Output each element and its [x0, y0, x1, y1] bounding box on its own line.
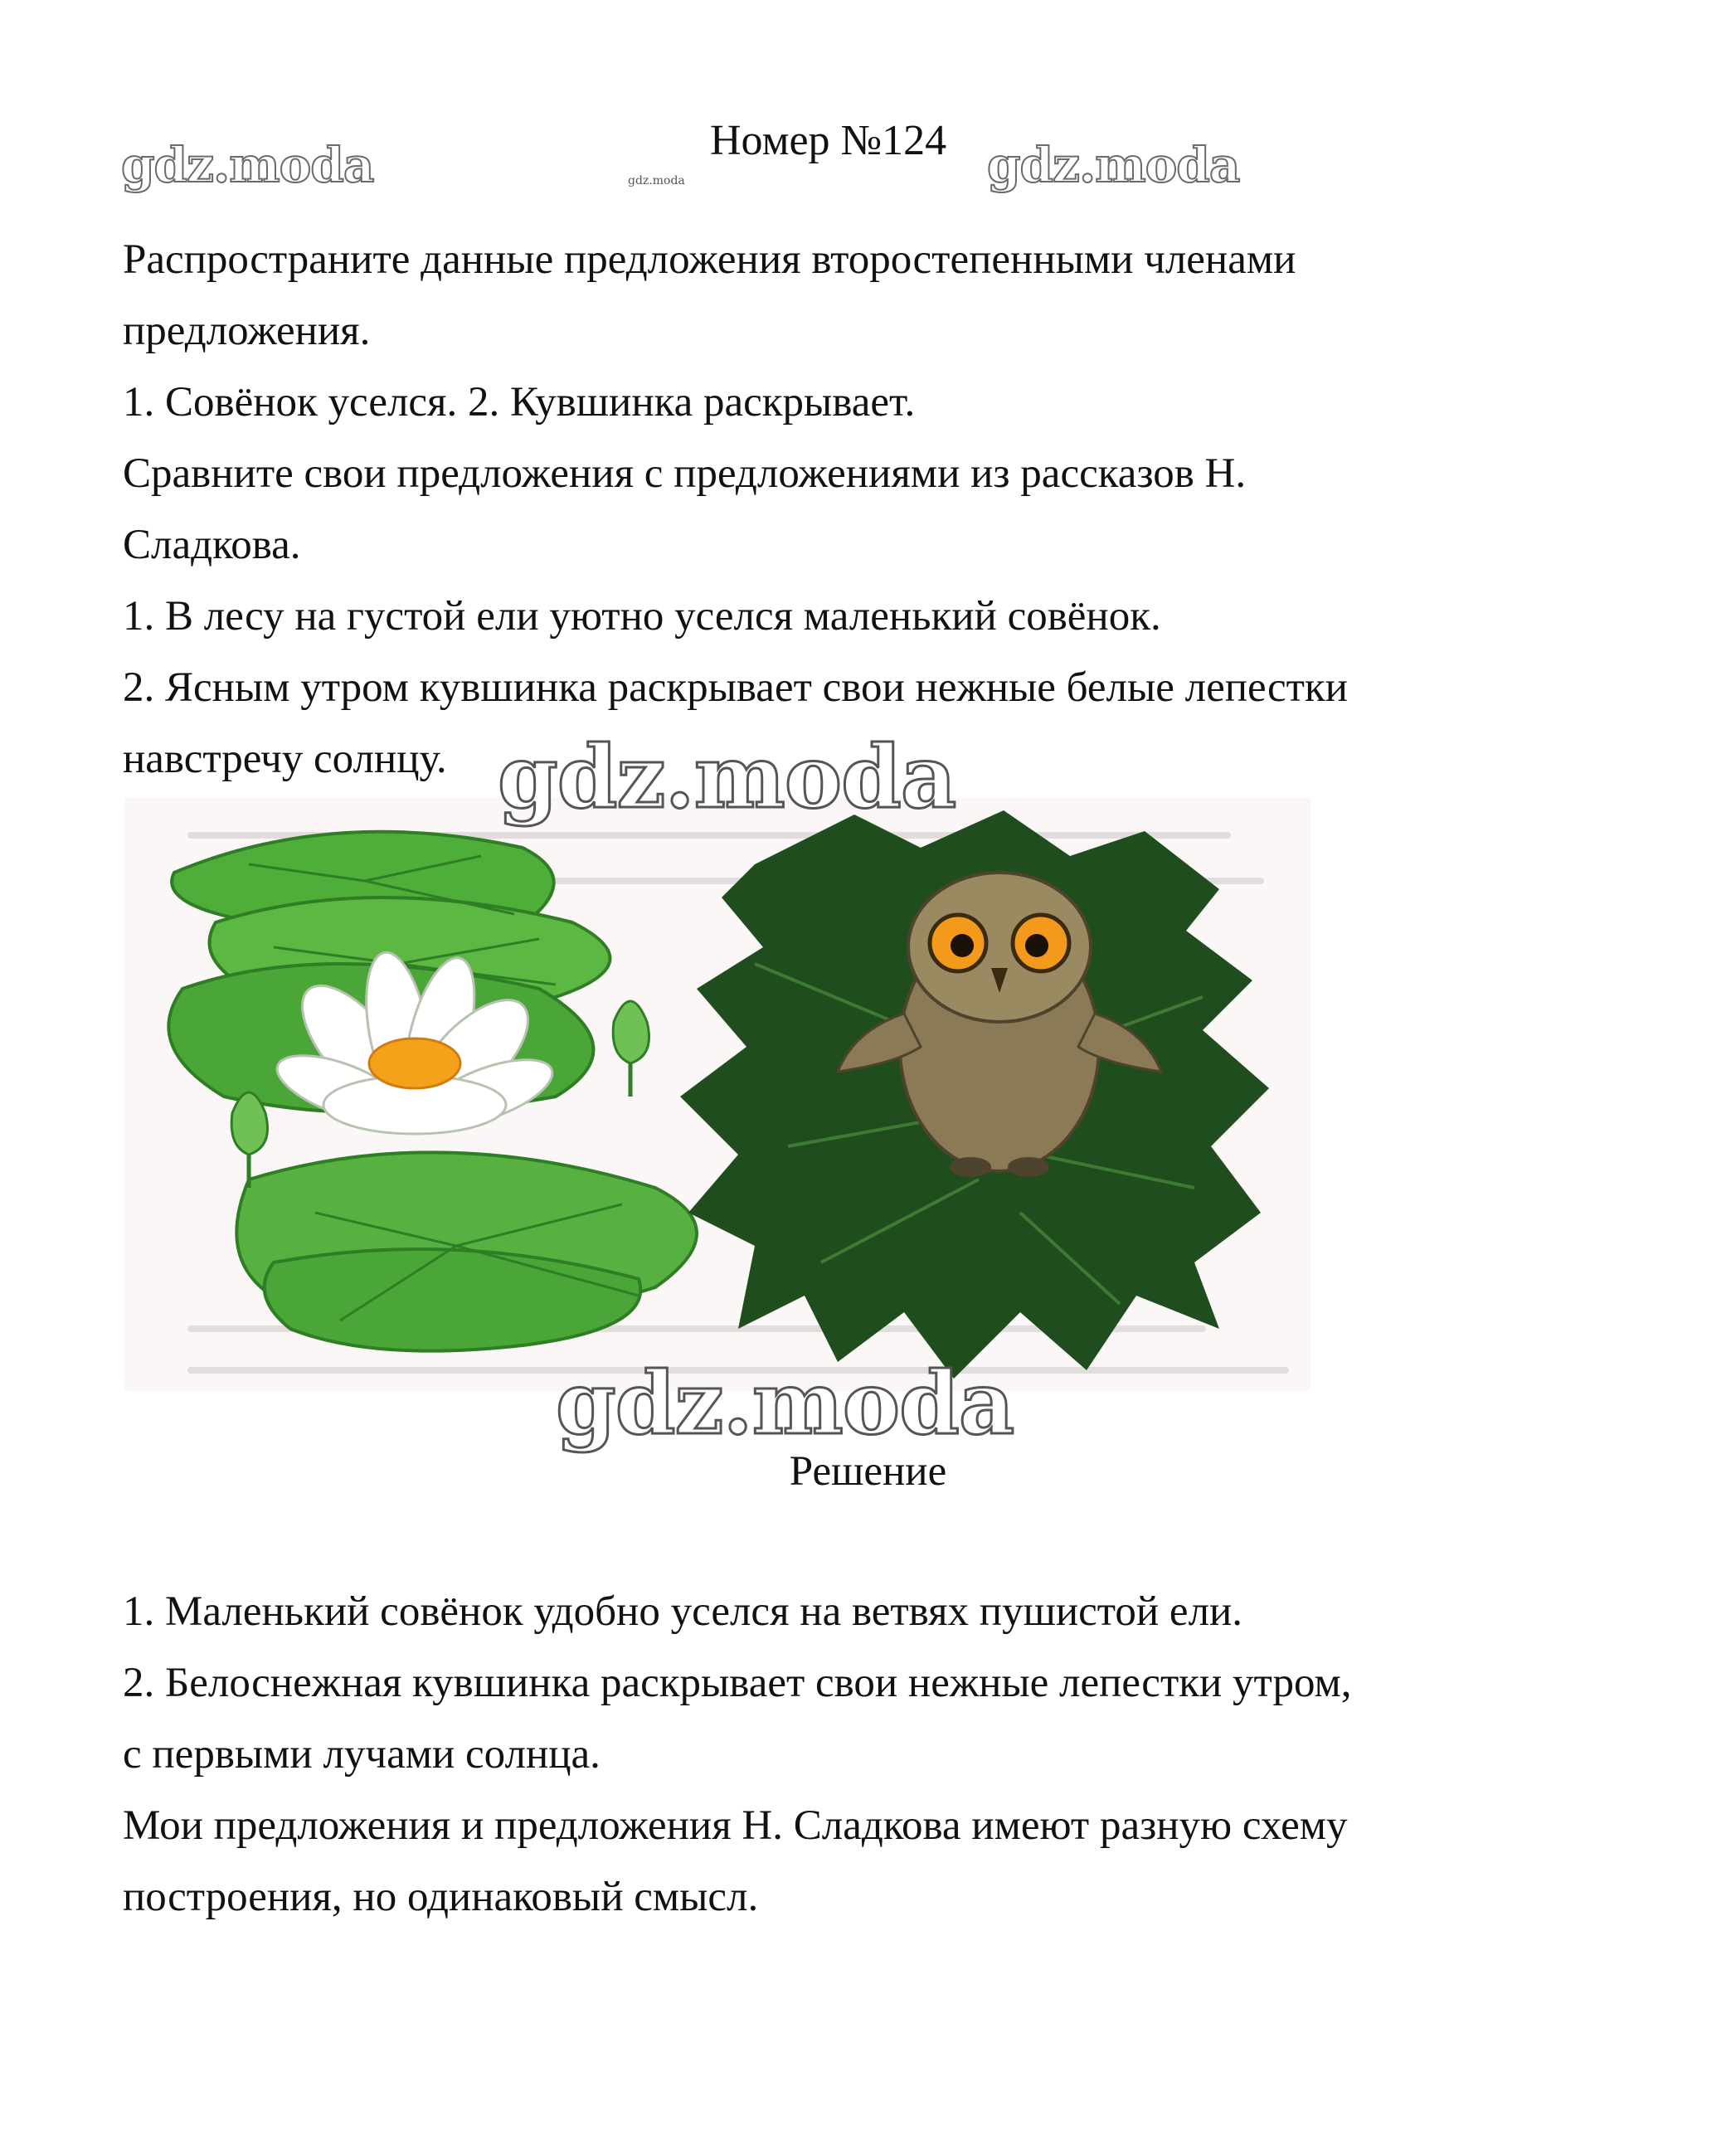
task-line: Распространите данные предложения второстепенными членами — [123, 236, 1296, 283]
solution-line: Мои предложения и предложения Н. Сладкова имеют разную схему — [123, 1802, 1348, 1849]
page-title: Номер №124 — [710, 117, 947, 164]
task-line: Сравните свои предложения с предложениями из рассказов Н. — [123, 450, 1247, 497]
watermark-right: gdz.moda — [987, 137, 1240, 193]
task-line: Сладкова. — [123, 522, 301, 568]
task-line: предложения. — [123, 308, 371, 354]
watermark-left: gdz.moda — [121, 137, 374, 193]
owl-on-fir-icon — [680, 810, 1269, 1379]
task-line: навстречу солнцу. — [123, 736, 447, 782]
solution-line: с первыми лучами солнца. — [123, 1731, 601, 1778]
illustration — [124, 798, 1311, 1391]
solution-line: 1. Маленький совёнок удобно уселся на ветвях пушистой ели. — [123, 1588, 1243, 1635]
solution-line: построения, но одинаковый смысл. — [123, 1874, 759, 1920]
task-line: 1. В лесу на густой ели уютно уселся маленький совёнок. — [123, 593, 1161, 640]
watermark-tiny: gdz.moda — [628, 174, 685, 187]
task-line: 2. Ясным утром кувшинка раскрывает свои нежные белые лепестки — [123, 664, 1348, 711]
solution-line: 2. Белоснежная кувшинка раскрывает свои нежные лепестки утром, — [123, 1660, 1352, 1706]
watermark-bottom: gdz.moda — [556, 1352, 1014, 1454]
watermark-middle: gdz.moda — [498, 726, 956, 828]
task-line: 1. Совёнок уселся. 2. Кувшинка раскрывает. — [123, 379, 916, 426]
solution-title: Решение — [789, 1448, 947, 1495]
